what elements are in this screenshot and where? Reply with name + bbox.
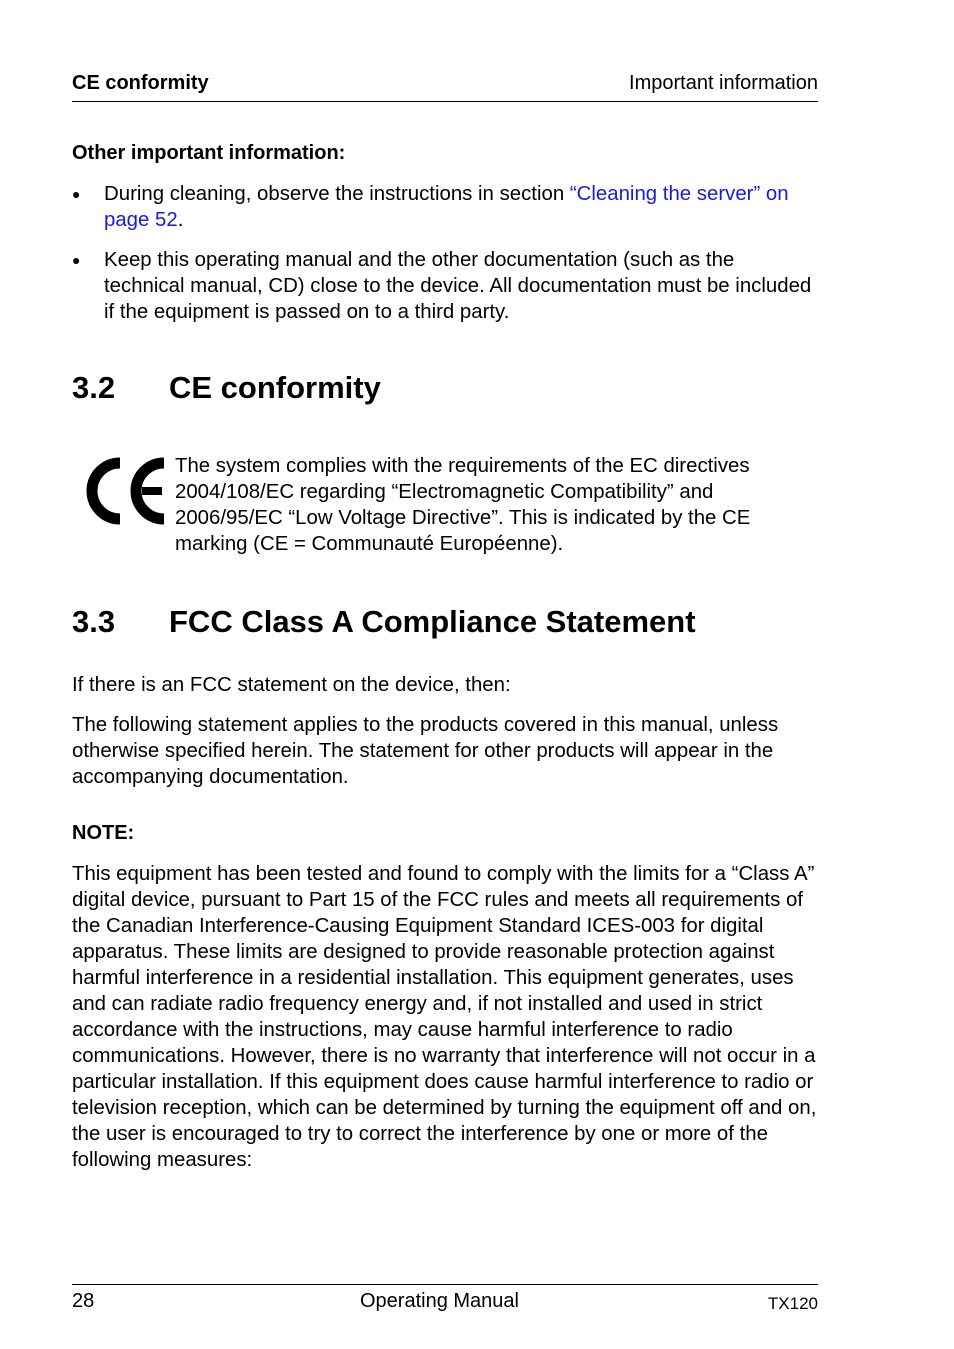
section-title: CE conformity bbox=[169, 370, 381, 405]
page-number: 28 bbox=[72, 1290, 95, 1312]
footer-product: TX120 bbox=[767, 1294, 818, 1313]
ce-mark-icon bbox=[82, 457, 168, 525]
section-number: 3.2 bbox=[72, 370, 116, 405]
other-info-heading: Other important information: bbox=[72, 142, 346, 164]
note-label: NOTE: bbox=[72, 822, 135, 844]
section-heading-ce-conformity bbox=[72, 370, 381, 406]
bullet-icon: ● bbox=[72, 252, 81, 268]
bullet-cleaning bbox=[104, 181, 818, 233]
bullet-cleaning-suffix: . bbox=[177, 209, 184, 231]
section-number: 3.3 bbox=[72, 604, 116, 639]
fcc-statement-scope: The following statement applies to the products covered in this manual, unless otherwise specified herein. The statement for other products will appear in the accompanying documentation. bbox=[72, 714, 779, 788]
header-rule bbox=[72, 101, 818, 102]
cleaning-server-link[interactable]: “Cleaning the server” on page 52 bbox=[104, 183, 789, 231]
fcc-intro: If there is an FCC statement on the device, then: bbox=[72, 674, 511, 696]
section-heading-fcc bbox=[72, 604, 696, 640]
bullet-keep-manual: Keep this operating manual and the other documentation (such as the technical manual, CD) close to the device. All documentation must be included if the equipment is passed on to a third party. bbox=[104, 249, 812, 323]
bullet-icon: ● bbox=[72, 186, 81, 202]
fcc-note-body: This equipment has been tested and found to comply with the limits for a “Class A” digital device, pursuant to Part 15 of the FCC rules and meets all requirements of the Canadian Interference-Causing Equipment Standard ICES-003 for digital apparatus. These limits are designed to provide reasonable protection against harmful interference in a residential installation. This equipment generates, uses and can radiate radio frequency energy and, if not installed and used in strict accordance with the instructions, may cause harmful interference to radio communications. However, there is no warranty that interference will not occur in a particular installation. If this equipment does cause harmful interference to radio or television reception, which can be determined by turning the equipment off and on, the user is encouraged to try to correct the interference by one or more of the following measures: bbox=[72, 863, 817, 1171]
running-header-left: CE conformity bbox=[72, 72, 209, 94]
ce-conformity-text: The system complies with the requirements of the EC directives 2004/108/EC regarding “Electromagnetic Compatibility” and 2006/95/EC “Low Voltage Directive”. This is indicated by the CE marking (CE = Communauté Européenne). bbox=[175, 455, 751, 555]
running-header-right: Important information bbox=[629, 72, 818, 94]
footer-rule bbox=[72, 1284, 818, 1285]
bullet-cleaning-prefix: During cleaning, observe the instructions in section bbox=[104, 183, 570, 205]
footer-manual-title: Operating Manual bbox=[360, 1290, 519, 1312]
section-title: FCC Class A Compliance Statement bbox=[169, 604, 696, 639]
